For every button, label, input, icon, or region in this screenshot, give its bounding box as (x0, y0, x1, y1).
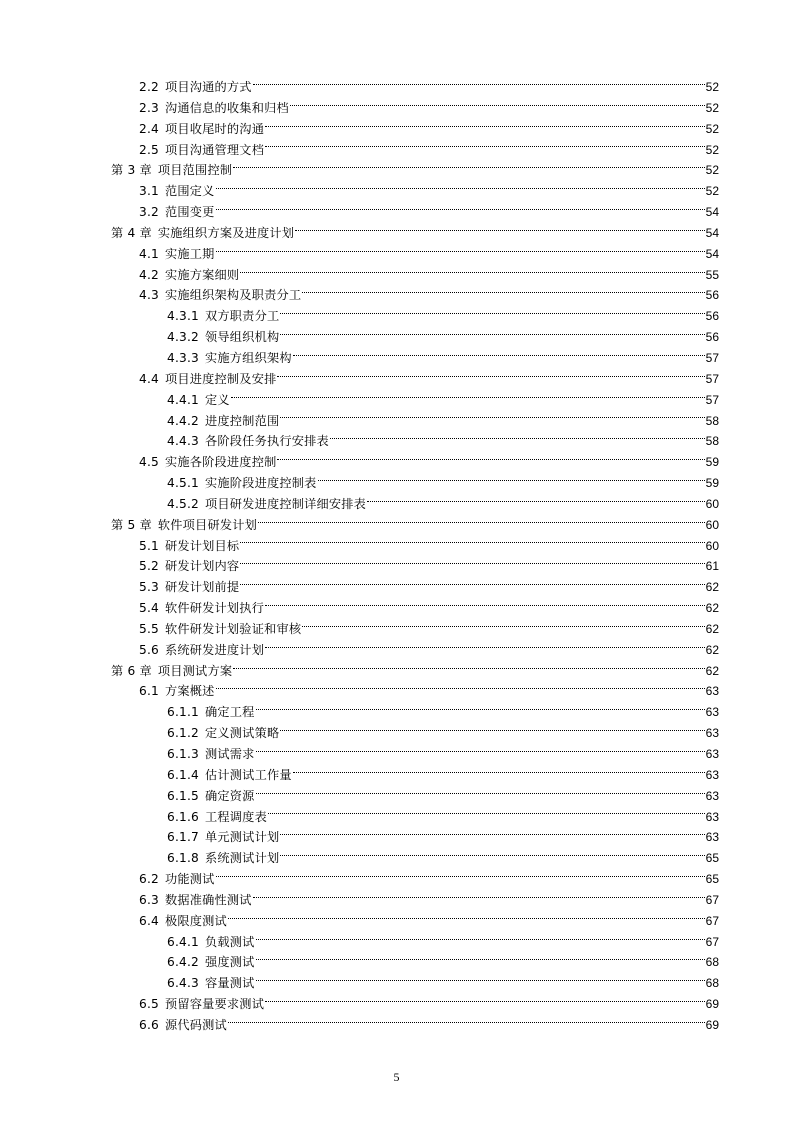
toc-entry-title (139, 890, 252, 911)
toc-entry-page: 68 (705, 955, 719, 970)
toc-entry-title (167, 932, 255, 953)
toc-entry[interactable] (111, 952, 719, 973)
toc-entry-text: 确定工程 (205, 705, 255, 720)
toc-entry-number: 6.1 (139, 684, 159, 699)
toc-entry-page: 57 (705, 371, 719, 386)
toc-entry-title (139, 202, 215, 223)
toc-entry-page: 61 (705, 559, 719, 574)
toc-entry-page: 59 (705, 476, 719, 491)
toc-entry-text: 双方职责分工 (205, 309, 280, 324)
toc-entry-text: 容量测试 (205, 976, 255, 991)
toc-entry-title (139, 598, 264, 619)
toc-entry-page: 56 (705, 309, 719, 324)
dot-leader (265, 647, 705, 648)
toc-entry-title (167, 723, 279, 744)
toc-entry-text: 软件研发计划验证和审核 (164, 621, 302, 636)
toc-entry[interactable] (111, 348, 719, 369)
dot-leader (265, 126, 705, 127)
toc-entry[interactable] (111, 77, 719, 98)
toc-entry-text: 功能测试 (164, 872, 215, 887)
toc-entry-text: 定义测试策略 (205, 726, 280, 741)
toc-entry-number: 第 5 章 (111, 517, 152, 532)
toc-entry-title (139, 577, 239, 598)
toc-entry[interactable] (111, 452, 719, 473)
toc-entry-number: 6.1.4 (167, 767, 200, 782)
toc-entry-title (139, 869, 215, 890)
dot-leader (280, 334, 704, 335)
dot-leader (216, 688, 705, 689)
toc-entry-page: 63 (705, 705, 719, 720)
toc-entry-text: 项目沟通管理文档 (164, 142, 265, 157)
toc-entry-title (111, 160, 232, 181)
toc-entry-text: 进度控制范围 (205, 413, 280, 428)
toc-entry[interactable] (111, 661, 719, 682)
toc-entry[interactable] (111, 765, 719, 786)
toc-entry-title (167, 973, 255, 994)
toc-entry-title (167, 807, 267, 828)
toc-entry-number: 6.1.8 (167, 851, 200, 866)
toc-entry-page: 59 (705, 455, 719, 470)
toc-entry[interactable] (111, 723, 719, 744)
toc-entry-text: 系统测试计划 (205, 851, 280, 866)
dot-leader (256, 793, 705, 794)
toc-entry[interactable] (111, 119, 719, 140)
dot-leader (240, 272, 704, 273)
toc-entry-page: 65 (705, 872, 719, 887)
toc-entry-page: 52 (705, 121, 719, 136)
dot-leader (256, 939, 705, 940)
toc-entry-text: 项目沟通的方式 (164, 80, 252, 94)
toc-entry-text: 软件项目研发计划 (157, 517, 257, 532)
toc-entry[interactable] (111, 181, 719, 202)
toc-entry-number: 6.1.7 (167, 830, 200, 845)
toc-entry-title (139, 619, 301, 640)
dot-leader (233, 668, 704, 669)
toc-entry-text: 研发计划前提 (164, 580, 240, 595)
toc-entry-text: 源代码测试 (164, 1017, 227, 1032)
toc-entry-text: 工程调度表 (205, 809, 267, 824)
toc-entry-number: 6.3 (139, 892, 159, 907)
toc-entry-page: 52 (705, 142, 719, 157)
toc-entry-number: 6.4.2 (167, 955, 200, 970)
dot-leader (277, 459, 704, 460)
toc-entry-page: 63 (705, 767, 719, 782)
toc-entry-text: 强度测试 (205, 955, 255, 970)
toc-entry-page: 65 (705, 851, 719, 866)
toc-entry-number: 6.4.3 (167, 976, 200, 991)
toc-entry-page: 57 (705, 392, 719, 407)
toc-entry[interactable] (111, 411, 719, 432)
toc-entry-text: 预留容量要求测试 (164, 997, 265, 1012)
toc-entry[interactable] (111, 306, 719, 327)
toc-entry-text: 项目进度控制及安排 (164, 371, 277, 386)
toc-entry-title (167, 702, 255, 723)
toc-entry[interactable] (111, 1015, 719, 1036)
toc-entry-page: 54 (705, 225, 719, 240)
toc-entry-number: 5.3 (139, 580, 159, 595)
dot-leader (228, 918, 705, 919)
toc-entry-number: 5.4 (139, 601, 159, 616)
toc-entry-page: 62 (705, 663, 719, 678)
dot-leader (295, 230, 704, 231)
toc-entry-title (167, 952, 255, 973)
toc-entry-title (139, 181, 215, 202)
toc-entry-text: 实施方案细则 (164, 267, 240, 282)
toc-entry-title (111, 223, 294, 244)
toc-entry[interactable] (111, 223, 719, 244)
toc-entry-page: 62 (705, 580, 719, 595)
toc-entry-title (167, 494, 366, 515)
dot-leader (265, 1001, 705, 1002)
toc-entry-text: 实施各阶段进度控制 (164, 455, 277, 470)
toc-entry-text: 极限度测试 (164, 913, 227, 928)
toc-entry-number: 6.1.6 (167, 809, 200, 824)
dot-leader (265, 146, 705, 147)
toc-entry[interactable] (111, 265, 719, 286)
toc-entry-number: 4.3 (139, 288, 159, 303)
dot-leader (216, 209, 705, 210)
toc-entry[interactable] (111, 556, 719, 577)
dot-leader (240, 563, 704, 564)
dot-leader (228, 1022, 705, 1023)
toc-entry[interactable] (111, 140, 719, 161)
toc-entry[interactable] (111, 494, 719, 515)
toc-entry-page: 54 (705, 246, 719, 261)
toc-entry-text: 单元测试计划 (205, 830, 280, 845)
toc-entry-text: 实施组织方案及进度计划 (157, 225, 295, 240)
toc-entry[interactable] (111, 515, 719, 536)
toc-entry[interactable] (111, 702, 719, 723)
toc-entry-number: 6.5 (139, 997, 159, 1012)
toc-entry-text: 研发计划目标 (164, 538, 240, 553)
toc-entry[interactable] (111, 160, 719, 181)
toc-entry[interactable] (111, 244, 719, 265)
toc-entry-number: 6.1.5 (167, 788, 200, 803)
toc-entry-number: 第 6 章 (111, 663, 152, 678)
toc-entry-title (167, 390, 230, 411)
toc-entry-text: 各阶段任务执行安排表 (205, 434, 329, 449)
toc-entry-number: 6.1.3 (167, 747, 200, 761)
toc-entry-title (139, 244, 215, 265)
toc-entry[interactable] (111, 327, 719, 348)
toc-entry-page: 69 (705, 1017, 719, 1032)
toc-entry[interactable] (111, 681, 719, 702)
dot-leader (367, 501, 705, 502)
toc-entry-number: 4.5.2 (167, 496, 200, 511)
toc-entry-title (139, 911, 227, 932)
dot-leader (330, 438, 705, 439)
toc-entry-title (167, 348, 292, 369)
dot-leader (216, 876, 705, 877)
toc-entry-text: 软件研发计划执行 (164, 601, 265, 616)
toc-entry[interactable] (111, 640, 719, 661)
dot-leader (256, 709, 705, 710)
toc-entry-number: 4.2 (139, 267, 159, 282)
toc-entry-title (111, 515, 257, 536)
toc-entry-text: 测试需求 (205, 747, 255, 761)
toc-entry-text: 项目测试方案 (157, 663, 233, 678)
toc-entry[interactable] (111, 473, 719, 494)
toc-entry-number: 6.2 (139, 872, 159, 887)
toc-entry-page: 58 (705, 434, 719, 449)
dot-leader (302, 292, 704, 293)
dot-leader (253, 897, 705, 898)
toc-entry[interactable] (111, 285, 719, 306)
dot-leader (293, 355, 705, 356)
toc-entry-text: 估计测试工作量 (205, 767, 292, 782)
toc-entry-page: 58 (705, 413, 719, 428)
toc-entry[interactable] (111, 869, 719, 890)
toc-entry-title (167, 411, 279, 432)
dot-leader (280, 417, 704, 418)
dot-leader (302, 626, 704, 627)
toc-entry-page: 62 (705, 621, 719, 636)
dot-leader (293, 772, 705, 773)
toc-entry-number: 3.1 (139, 184, 159, 199)
toc-entry-number: 2.4 (139, 121, 159, 136)
table-of-contents (111, 77, 719, 1036)
toc-entry-text: 实施工期 (164, 246, 215, 261)
dot-leader (268, 813, 705, 814)
toc-entry-number: 6.6 (139, 1017, 159, 1032)
toc-entry-page: 60 (705, 496, 719, 511)
toc-entry-title (167, 827, 279, 848)
dot-leader (256, 980, 705, 981)
toc-entry-page: 69 (705, 997, 719, 1012)
toc-entry-number: 5.2 (139, 559, 159, 574)
toc-entry-title (167, 744, 255, 765)
toc-entry-page: 67 (705, 892, 719, 907)
toc-entry-page: 52 (705, 163, 719, 178)
toc-entry-text: 实施阶段进度控制表 (205, 476, 317, 491)
toc-entry-title (139, 285, 301, 306)
toc-entry[interactable] (111, 932, 719, 953)
toc-entry[interactable] (111, 390, 719, 411)
dot-leader (280, 730, 704, 731)
toc-entry-title (139, 98, 289, 119)
dot-leader (280, 313, 704, 314)
toc-entry-text: 实施方组织架构 (205, 350, 292, 365)
toc-entry-number: 6.4 (139, 913, 159, 928)
toc-entry-title (139, 77, 252, 98)
toc-entry-title (167, 431, 329, 452)
toc-entry-page: 63 (705, 726, 719, 741)
toc-entry[interactable] (111, 807, 719, 828)
toc-entry-number: 6.1.1 (167, 705, 200, 720)
toc-entry-page: 55 (705, 267, 719, 282)
toc-entry-number: 4.3.1 (167, 309, 200, 324)
dot-leader (277, 376, 704, 377)
toc-entry[interactable] (111, 202, 719, 223)
toc-entry[interactable] (111, 744, 719, 765)
dot-leader (216, 251, 705, 252)
toc-entry-title (111, 661, 232, 682)
toc-entry-title (167, 327, 279, 348)
toc-entry[interactable] (111, 848, 719, 869)
toc-entry-text: 沟通信息的收集和归档 (164, 100, 289, 115)
toc-entry-page: 62 (705, 601, 719, 616)
toc-entry-title (139, 556, 239, 577)
dot-leader (256, 751, 705, 752)
toc-entry[interactable] (111, 369, 719, 390)
toc-entry-text: 实施组织架构及职责分工 (164, 288, 302, 303)
toc-entry-page: 52 (705, 184, 719, 199)
toc-entry-number: 第 4 章 (111, 225, 152, 240)
toc-entry-number: 6.4.1 (167, 934, 200, 949)
toc-entry-number: 2.3 (139, 100, 159, 115)
page-number: 5 (393, 1070, 400, 1084)
toc-entry-number: 4.3.2 (167, 330, 200, 345)
toc-entry-text: 项目范围控制 (157, 163, 233, 178)
toc-entry[interactable] (111, 973, 719, 994)
toc-entry[interactable] (111, 890, 719, 911)
toc-entry-number: 5.6 (139, 642, 159, 657)
toc-entry-title (139, 452, 276, 473)
toc-entry-title (167, 786, 255, 807)
toc-entry-title (139, 681, 215, 702)
toc-entry-title (139, 369, 276, 390)
toc-entry-text: 方案概述 (164, 684, 215, 699)
toc-entry[interactable] (111, 994, 719, 1015)
toc-entry[interactable] (111, 786, 719, 807)
dot-leader (216, 188, 705, 189)
dot-leader (240, 584, 704, 585)
dot-leader (240, 542, 704, 543)
toc-entry-number: 2.5 (139, 142, 159, 157)
toc-entry-title (167, 765, 292, 786)
toc-entry-number: 3.2 (139, 205, 159, 220)
toc-entry-page: 56 (705, 288, 719, 303)
dot-leader (280, 834, 704, 835)
toc-entry-text: 项目收尾时的沟通 (164, 121, 265, 136)
toc-entry-number: 2.2 (139, 80, 159, 94)
toc-entry-text: 系统研发进度计划 (164, 642, 265, 657)
toc-entry-text: 领导组织机构 (205, 330, 280, 345)
toc-entry[interactable] (111, 98, 719, 119)
toc-entry-page: 52 (705, 100, 719, 115)
toc-entry-title (167, 473, 317, 494)
toc-entry-title (139, 140, 264, 161)
dot-leader (256, 959, 705, 960)
toc-entry-title (167, 306, 279, 327)
dot-leader (290, 105, 705, 106)
toc-entry-number: 4.3.3 (167, 350, 200, 365)
toc-entry-title (139, 265, 239, 286)
toc-entry-page: 56 (705, 330, 719, 345)
toc-entry-page: 60 (705, 538, 719, 553)
toc-entry-title (139, 119, 264, 140)
toc-entry-title (139, 1015, 227, 1036)
toc-entry-page: 60 (705, 517, 719, 532)
toc-entry-title (139, 536, 239, 557)
toc-entry-number: 4.5 (139, 455, 159, 470)
toc-entry-number: 6.1.2 (167, 726, 200, 741)
toc-entry-page: 63 (705, 747, 719, 761)
toc-entry-page: 67 (705, 913, 719, 928)
dot-leader (318, 480, 705, 481)
toc-entry-page: 54 (705, 205, 719, 220)
toc-entry[interactable] (111, 536, 719, 557)
toc-entry-text: 数据准确性测试 (164, 892, 252, 907)
toc-entry-number: 5.5 (139, 621, 159, 636)
toc-entry-page: 62 (705, 642, 719, 657)
toc-entry-text: 确定资源 (205, 788, 255, 803)
toc-entry-page: 52 (705, 80, 719, 94)
toc-entry-text: 范围变更 (164, 205, 215, 220)
toc-entry-number: 4.5.1 (167, 476, 200, 491)
toc-entry-number: 4.4.3 (167, 434, 200, 449)
toc-entry[interactable] (111, 827, 719, 848)
toc-entry-page: 68 (705, 976, 719, 991)
toc-entry-number: 4.4.1 (167, 392, 200, 407)
toc-entry-text: 研发计划内容 (164, 559, 240, 574)
toc-entry-page: 63 (705, 809, 719, 824)
toc-entry-page: 63 (705, 684, 719, 699)
toc-entry[interactable] (111, 911, 719, 932)
toc-entry-number: 4.4.2 (167, 413, 200, 428)
dot-leader (253, 84, 705, 85)
dot-leader (233, 167, 704, 168)
toc-entry-page: 57 (705, 350, 719, 365)
toc-entry-text: 范围定义 (164, 184, 215, 199)
toc-entry-text: 负载测试 (205, 934, 255, 949)
toc-entry-page: 67 (705, 934, 719, 949)
toc-entry[interactable] (111, 431, 719, 452)
toc-entry-page: 63 (705, 788, 719, 803)
toc-entry-title (139, 640, 264, 661)
toc-entry[interactable] (111, 577, 719, 598)
toc-entry-number: 4.4 (139, 371, 159, 386)
toc-entry-text: 项目研发进度控制详细安排表 (205, 496, 367, 511)
toc-entry[interactable] (111, 619, 719, 640)
toc-entry-title (139, 994, 264, 1015)
toc-entry-page: 63 (705, 830, 719, 845)
dot-leader (231, 397, 705, 398)
toc-entry-text: 定义 (205, 392, 230, 407)
dot-leader (280, 855, 704, 856)
toc-entry-title (167, 848, 279, 869)
toc-entry-number: 5.1 (139, 538, 159, 553)
toc-entry-number: 第 3 章 (111, 163, 152, 178)
dot-leader (265, 605, 705, 606)
toc-entry[interactable] (111, 598, 719, 619)
dot-leader (258, 522, 705, 523)
toc-entry-number: 4.1 (139, 246, 159, 261)
